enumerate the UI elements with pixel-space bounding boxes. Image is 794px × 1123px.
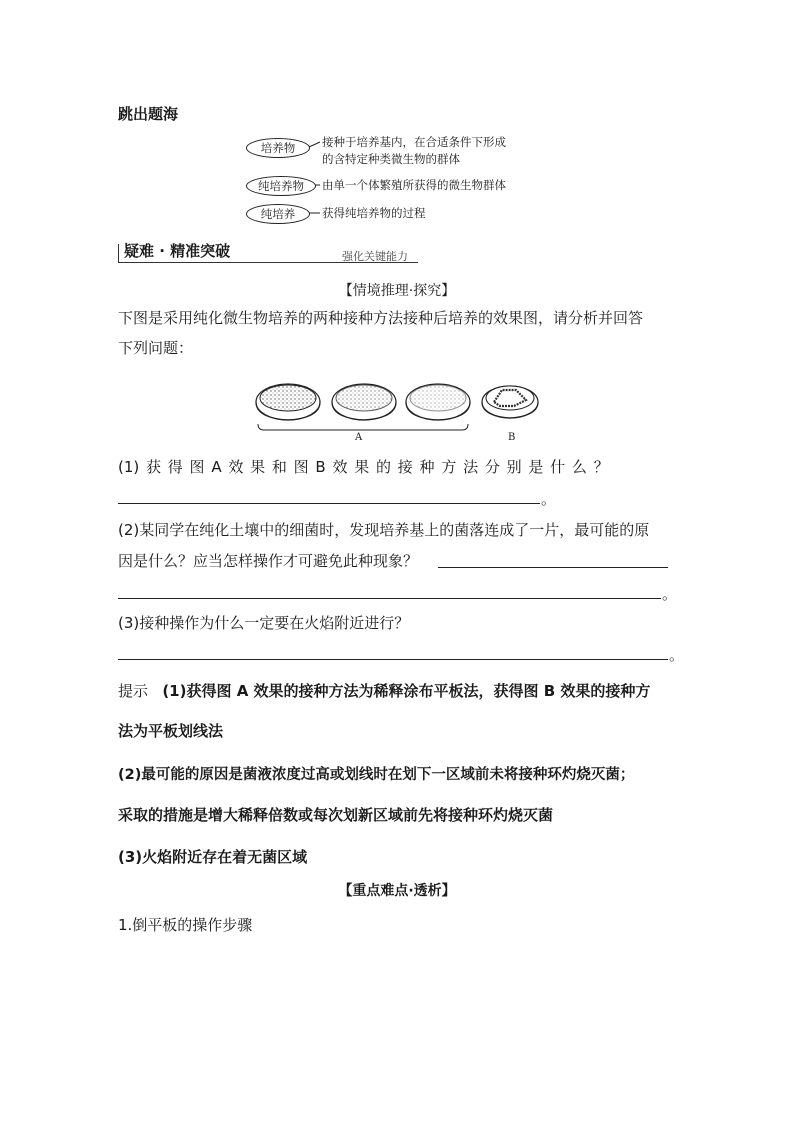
hint-1-text-2: 法为平板划线法 — [118, 722, 224, 740]
dish-a2 — [332, 384, 396, 420]
hint-3 — [118, 842, 678, 872]
period-2: 。 — [662, 585, 678, 603]
key-heading: 【重点难点·透析】 — [338, 883, 456, 899]
hint-2-line-2 — [118, 800, 678, 830]
difficulty-subtitle: 强化关键能力 — [342, 250, 408, 263]
hint-label: 提示 — [118, 682, 149, 700]
hint-2-text-2: 采取的措施是增大稀释倍数或每次划新区域前先将接种环灼烧灭菌 — [118, 806, 554, 824]
petri-dish-figure — [250, 374, 550, 446]
answer-blank-1 — [118, 503, 540, 504]
item-1: 1.倒平板的操作步骤 — [118, 916, 253, 934]
concept-desc-1b: 的含特定种类微生物的群体 — [322, 152, 460, 166]
period-3: 。 — [669, 646, 685, 664]
question-1: (1) 获 得 图 A 效 果 和 图 B 效 果 的 接 种 方 法 分 别 是 什 么 ？ — [118, 458, 609, 476]
section-title: 跳出题海 — [118, 105, 179, 123]
hint-1-line-1 — [118, 676, 678, 706]
inquiry-heading: 【情境推理·探究】 — [338, 283, 456, 299]
section-tick — [118, 244, 119, 262]
answer-blank-2b — [118, 598, 661, 599]
figure-label-b: B — [508, 432, 516, 443]
concept-oval-2: 纯培养物 — [246, 176, 316, 196]
intro-line-2: 下列问题： — [118, 339, 194, 357]
hint-2-text: (2)最可能的原因是菌液浓度过高或划线时在划下一区域前未将接种环灼烧灭菌； — [118, 767, 635, 783]
difficulty-title: 疑难 · 精准突破 — [124, 242, 231, 260]
question-2-line-1: (2)某同学在纯化土壤中的细菌时，发现培养基上的菌落连成了一片，最可能的原 — [118, 521, 650, 539]
question-2-line-2: 因是什么？应当怎样操作才可避免此种现象？ — [118, 552, 419, 570]
dish-a3 — [406, 384, 470, 420]
dish-b — [482, 386, 538, 418]
intro-line-1: 下图是采用纯化微生物培养的两种接种方法接种后培养的效果图，请分析并回答 — [118, 309, 644, 327]
answer-blank-3 — [118, 659, 668, 660]
concept-oval-3: 纯培养 — [246, 204, 310, 224]
hint-3-text: (3)火焰附近存在着无菌区域 — [118, 848, 308, 866]
hint-1-text: (1)获得图 A 效果的接种方法为稀释涂布平板法，获得图 B 效果的接种方 — [162, 682, 651, 700]
concept-desc-1a: 接种于培养基内，在合适条件下形成 — [322, 135, 506, 149]
concept-desc-3: 获得纯培养物的过程 — [322, 206, 426, 220]
hint-2-line-1 — [118, 760, 678, 790]
question-3: (3)接种操作为什么一定要在火焰附近进行？ — [118, 614, 410, 632]
dish-a1 — [256, 384, 320, 420]
hint-1-line-2 — [118, 716, 678, 746]
figure-label-a: A — [355, 432, 363, 443]
period-1: 。 — [541, 490, 557, 508]
concept-desc-2: 由单一个体繁殖所获得的微生物群体 — [322, 178, 506, 192]
concept-oval-1: 培养物 — [246, 138, 310, 158]
answer-blank-2a — [438, 567, 668, 568]
